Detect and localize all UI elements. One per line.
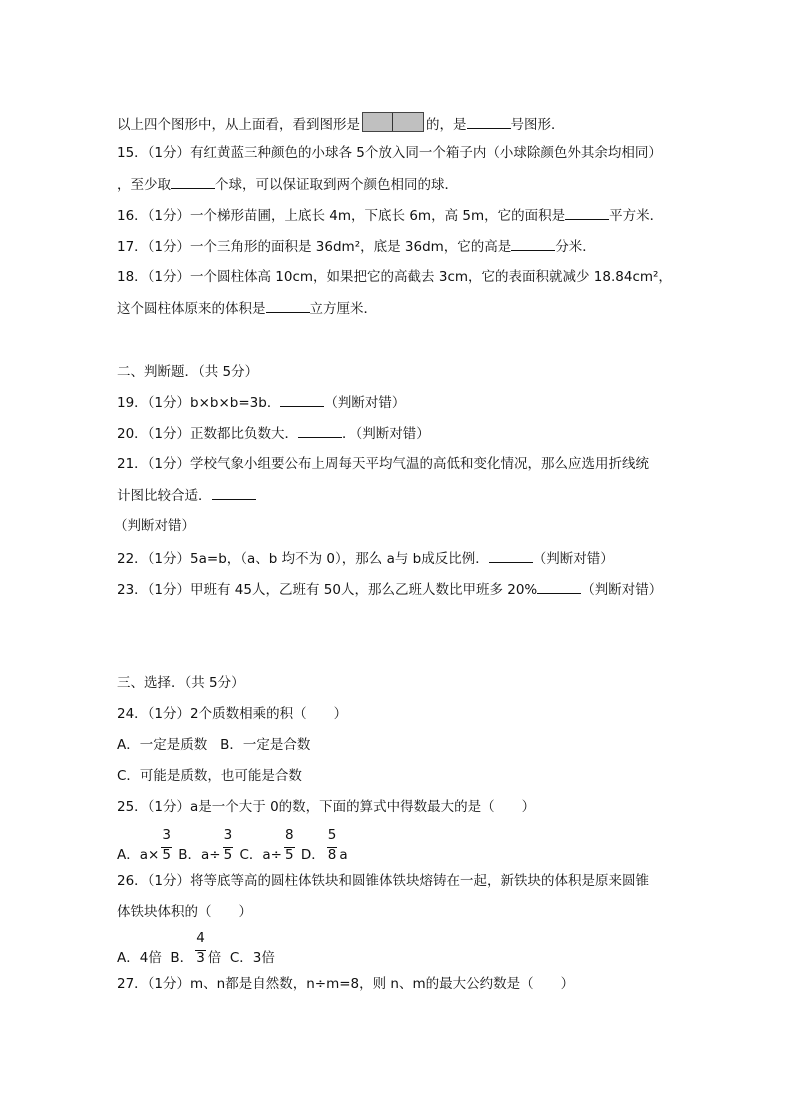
option-d[interactable]: D． 5 8 a (300, 827, 348, 863)
q26-line1: 26．（1分）将等底等高的圆柱体铁块和圆锥体铁块熔铸在一起，新铁块的体积是原来圆锥 (117, 873, 650, 889)
q23-line: 23．（1分）甲班有 45人，乙班有 50人，那么乙班人数比甲班多 20% （判断对错） (117, 579, 662, 599)
option-c[interactable]: C．a÷ 8 5 (239, 827, 294, 863)
answer-blank[interactable] (280, 392, 324, 407)
q24-stem: 24．（1分）2个质数相乘的积（ ） (117, 706, 348, 722)
q19-line: 19．（1分）b×b×b=3b． （判断对错） (117, 392, 405, 412)
answer-blank[interactable] (537, 579, 581, 594)
fraction: 4 3 (196, 930, 205, 966)
q21-line3: （判断对错） (114, 518, 195, 534)
q25-options (117, 827, 348, 865)
q18-line2: 这个圆柱体原来的体积是 立方厘米． (117, 298, 377, 318)
q27-stem: 27．（1分）m、n都是自然数，n÷m=8，则 n、m的最大公约数是（ ） (117, 976, 575, 992)
fraction: 5 8 (327, 827, 337, 863)
answer-blank[interactable] (298, 423, 342, 438)
fraction: 3 5 (162, 827, 171, 863)
q21-line1: 21．（1分）学校气象小组要公布上周每天平均气温的高低和变化情况，那么应选用折线统 (117, 456, 650, 472)
section2-title: 二、判断题．（共 5分） (117, 364, 259, 380)
answer-blank[interactable] (467, 114, 511, 129)
q20-line: 20．（1分）正数都比负数大． ．（判断对错） (117, 423, 430, 443)
q24-options (117, 735, 310, 755)
q14-line: 以上四个图形中，从上面看，看到图形是 的，是 号图形． (117, 112, 565, 132)
answer-blank[interactable] (565, 205, 609, 220)
answer-blank[interactable] (266, 298, 310, 313)
q25-stem: 25．（1分）a是一个大于 0的数，下面的算式中得数最大的是（ ） (117, 799, 536, 815)
option-c[interactable]: C．3倍 (229, 950, 275, 966)
option-b[interactable]: B．a÷ 3 5 (178, 827, 233, 863)
q17-line: 17．（1分）一个三角形的面积是 36dm²，底是 36dm，它的高是 分米． (117, 236, 596, 256)
answer-blank[interactable] (171, 174, 215, 189)
q16-line: 16．（1分）一个梯形苗圃，上底长 4m，下底长 6m，高 5m，它的面积是 平方米． (117, 205, 663, 225)
q15-line2: ，至少取 个球，可以保证取到两个颜色相同的球． (117, 174, 458, 194)
top-view-figure (362, 112, 424, 132)
fraction: 3 5 (223, 827, 233, 863)
section3-title: 三、选择．（共 5分） (117, 675, 245, 691)
answer-blank[interactable] (212, 485, 256, 500)
q26-line2: 体铁块体积的（ ） (117, 904, 252, 920)
q24-option-c[interactable]: C．可能是质数，也可能是合数 (117, 768, 302, 784)
answer-blank[interactable] (511, 236, 555, 251)
option-a[interactable]: A．一定是质数 (117, 737, 208, 753)
answer-blank[interactable] (489, 548, 533, 563)
q26-options (117, 930, 275, 968)
fraction: 8 5 (284, 827, 294, 863)
q21-line2: 计图比较合适． (117, 485, 256, 505)
q15-line1: 15．（1分）有红黄蓝三种颜色的小球各 5个放入同一个箱子内（小球除颜色外其余均相同） (117, 145, 662, 161)
q18-line1: 18．（1分）一个圆柱体高 10cm，如果把它的高截去 3cm，它的表面积就减少 18.84cm²， (117, 269, 672, 285)
option-a[interactable]: A．a× 3 5 (117, 827, 171, 863)
option-b[interactable]: B．一定是合数 (220, 737, 311, 753)
option-a[interactable]: A．4倍 (117, 950, 162, 966)
q22-line: 22．（1分）5a=b，（a、b 均不为 0），那么 a与 b成反比例． （判断对错） (117, 548, 614, 568)
option-b[interactable]: B． 4 3 倍 (170, 930, 222, 966)
